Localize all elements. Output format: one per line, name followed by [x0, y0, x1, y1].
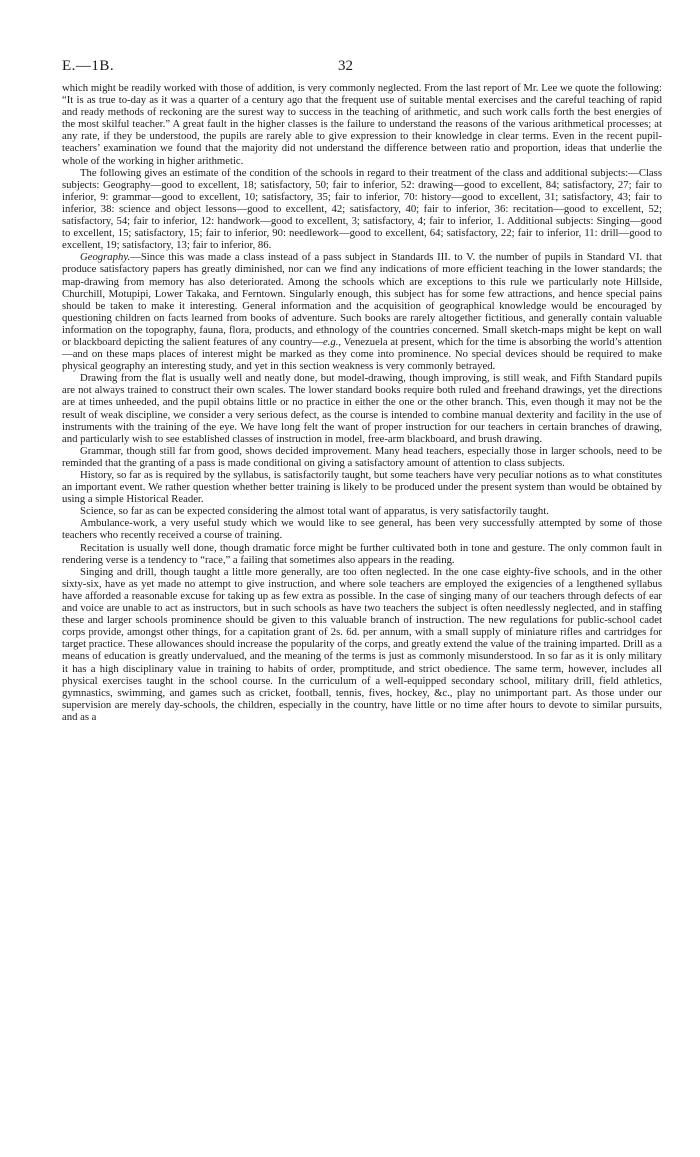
page-header — [62, 58, 662, 80]
paragraph-subject-estimates: The following gives an estimate of the condition of the schools in regard to their treatment of the class and additional subjects:—Class subjects: Geography—good to excellent, 18; satisfactory, 50; fair to inferior, 52: drawing—good to excellent, 84; satisfactory, 27; fair to inferior, 9: grammar—good to excellent, 10; satisfactory, 35; fair to inferior, 70: history—good to excellent, 31; satisfactory, 43; fair to inferior, 38: science and object lessons—good to excellent, 42; satisfactory, 40; fair to inferior, 36: recitation—good to excellent, 52; satisfactory, 54; fair to inferior, 12: handwork—good to excellent, 3; satisfactory, 4; fair to inferior, 1. Additional subjects: Singing—good to excellent, 15; satisfactory, 15; fair to inferior, 90: needlework—good to excellent, 64; satisfactory, 22; fair to inferior, 11: drill—good to excellent, 19; satisfactory, 13; fair to inferior, 86. — [62, 166, 662, 252]
geography-heading: Geography. — [80, 251, 131, 264]
paragraph-history: History, so far as is required by the syllabus, is satisfactorily taught, but some teachers have very peculiar notions as to what constitutes an important event. We rather question whether better training is likely to be produced under the present system than would be obtained by using a simple Historical Reader. — [62, 469, 662, 506]
paragraph-ambulance-work: Ambulance-work, a very useful study which we would like to see general, has been very successfully attempted by some of those teachers who recently received a course of training. — [62, 517, 662, 542]
document-reference: E.—1B. — [62, 58, 115, 74]
geography-eg: e.g. — [322, 335, 339, 348]
paragraph-science: Science, so far as can be expected considering the almost total want of apparatus, is very satisfactorily taught. — [80, 505, 549, 518]
paragraph-drawing: Drawing from the flat is usually well and neatly done, but model-drawing, though improving, is still weak, and Fifth Standard pupils are not always trained to construct their own scales. The lower standard books require both ruled and freehand drawings, yet the directions are at times unheeded, and the pupil obtains little or no practice in either the one or the other branch. This, even though it may not be the result of weak discipline, we consider a very serious defect, as the course is intended to combine manual dexterity and facility in the use of instruments with the training of the eye. We have long felt the want of proper instruction for our teachers in certain branches of drawing, and particularly wish to see established classes of instruction in model, free-arm blackboard, and brush drawing. — [62, 372, 662, 445]
paragraph-singing-drill: Singing and drill, though taught a little more generally, are too often neglected. In the one case eighty-five schools, and in the other sixty-six, have as yet made no attempt to give instruction, and where sole teachers are employed the exigencies of a lengthened syllabus have afforded a reasonable excuse for taking up as few extra as possible. In the case of singing many of our teachers through defects of ear and voice are unable to act as instructors, but in such schools as have two teachers the subject is often needlessly neglected, and in staffing these and larger schools prominence should be given to this valuable branch of instruction. The new regulations for public-school cadet corps provide, amongst other things, for a capitation grant of 2s. 6d. per annum, with a small supply of miniature rifles and cartridges for target practice. These allowances should increase the popularity of the corps, and greatly extend the value of the training imparted. Drill as a means of education is greatly undervalued, and the meaning of the terms is just as commonly misunderstood. In so far as it is only military it has a high disciplinary value in training to habits of order, promptitude, and strict obedience. The same term, however, includes all physical exercises taught in the school course. In the curriculum of a well-equipped secondary school, military drill, field athletics, gymnastics, swimming, and games such as cricket, football, tennis, fives, hockey, &c., play no unimportant part. As those under our supervision are merely day-schools, the children, especially in the country, have little or no time after hours to devote to similar pursuits, and as a — [62, 565, 662, 723]
geography-text: —Since this was made a class instead of a pass subject in Standards III. to V. the number of pupils in Standard VI. that produce satisfactory papers has greatly diminished, nor can we find any indications of more efficient teaching in the lower standards; the map-drawing from memory has also deteriorated. Among the schools which are exceptions to this rule we particularly note Hillside, Churchill, Motupipi, Lower Takaka, and Ferntown. Singularly enough, this subject has for some few attractions, and hence special pains should be taken to make it interesting. General information and the acquisition of geographical knowledge would be encouraged by questioning children on facts learned from books of adventure. Such books are rarely altogether fictitious, and generally contain valuable information on the topography, fauna, flora, products, and ethnology of the countries concerned. Small sketch-maps might be kept on wall or blackboard depicting the salient features of any country— — [62, 251, 662, 348]
page-number: 32 — [338, 58, 353, 74]
document-page — [62, 58, 662, 723]
geography-text-tail: , Venezuela at present, which for the time is absorbing the world’s attention—and on these maps places of interest might be marked as they come into prominence. No special devices should be required to make physical geography an interesting study, and yet in this section weakness is very commonly betrayed. — [62, 335, 662, 373]
paragraph-grammar: Grammar, though still far from good, shows decided improvement. Many head teachers, especially those in larger schools, need to be reminded that the granting of a pass is made conditional on giving a satisfactory amount of attention to class subjects. — [62, 444, 662, 469]
paragraph-recitation: Recitation is usually well done, though dramatic force might be further cultivated both in tone and gesture. The only common fault in rendering verse is a tendency to “race,” a failing that sometimes also appears in the reading. — [62, 541, 662, 566]
paragraph-geography — [62, 251, 662, 372]
paragraph-arithmetic: which might be readily worked with those of addition, is very commonly neglected. From the last report of Mr. Lee we quote the following: “It is as true to-day as it was a quarter of a century ago that the frequent use of suitable mental exercises and the careful teaching of rapid and ready methods of reckoning are the surest way to success in the teaching of arithmetic, and such work calls forth the best energies of the most skilful teacher.” A great fault in the higher classes is the failure to understand the reasons of the various arithmetical processes; at any rate, if they be understood, the pupils are rarely able to give expression to their knowledge in clear terms. Even in the recent pupil-teachers’ examination we found that the majority did not understand the difference between ratio and proportion, ideas that underlie the whole of the working in higher arithmetic. — [62, 82, 662, 167]
body-text — [62, 82, 662, 723]
